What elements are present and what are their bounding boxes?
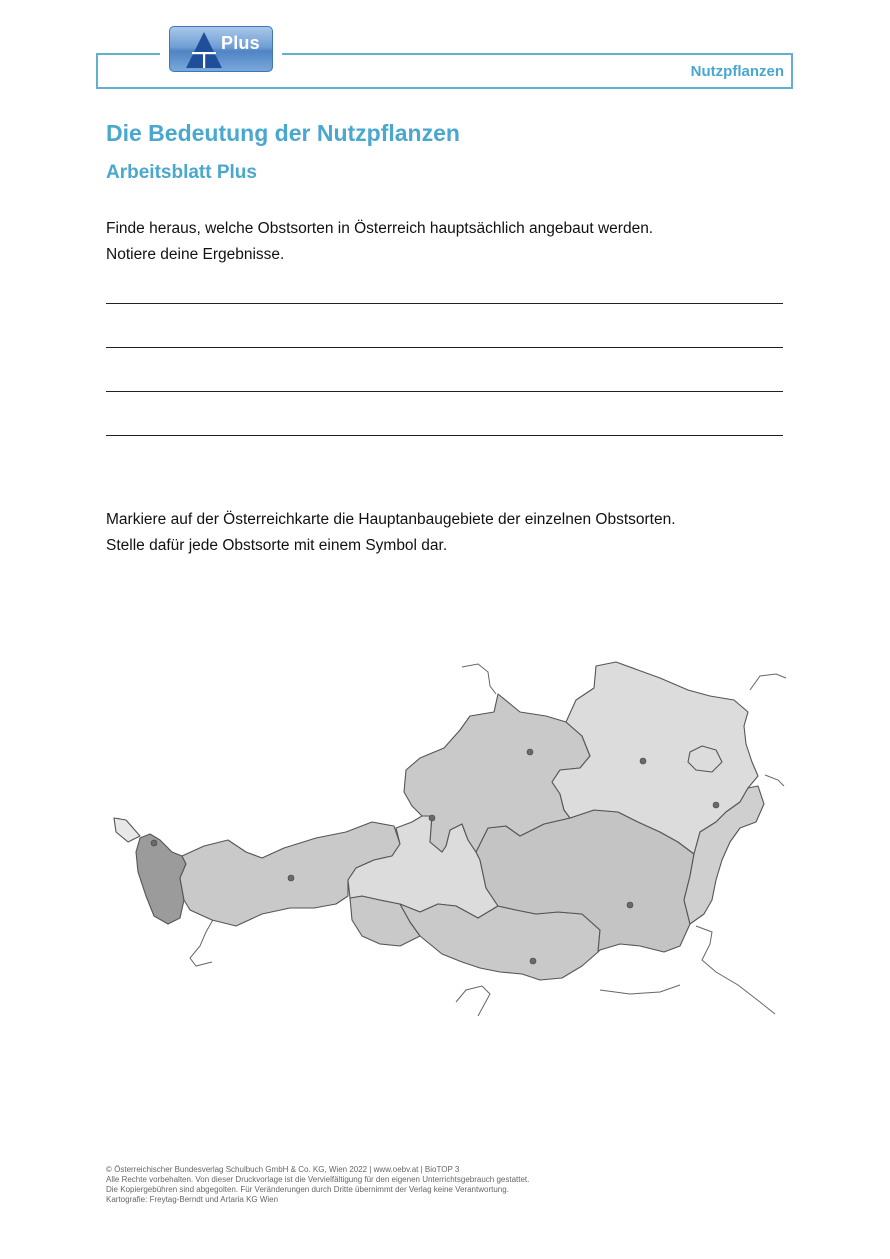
footer-fees: Die Kopiergebühren sind abgegolten. Für Veränderungen durch Dritte übernimmt der Verlag keine Verantwortung. xyxy=(106,1185,509,1194)
border-line xyxy=(765,775,784,786)
answer-line[interactable] xyxy=(106,391,783,392)
capital-st-poelten xyxy=(640,758,646,764)
triangle-logo-icon xyxy=(184,30,224,70)
task-1-line-1: Finde heraus, welche Obstsorten in Österreich hauptsächlich angebaut werden. xyxy=(106,220,654,237)
footer-copyright: © Österreichischer Bundesverlag Schulbuch GmbH & Co. KG, Wien 2022 | www.oebv.at | BioTOP 3 xyxy=(106,1165,460,1174)
task-1-line-2: Notiere deine Ergebnisse. xyxy=(106,246,285,263)
page-title: Die Bedeutung der Nutzpflanzen xyxy=(106,120,460,146)
plus-logo xyxy=(169,26,273,72)
state-vorarlberg[interactable] xyxy=(136,834,186,924)
bodensee-shape xyxy=(114,818,140,842)
border-line xyxy=(456,986,490,1016)
border-line xyxy=(462,664,496,694)
border-line xyxy=(696,926,775,1014)
task-2-line-2: Stelle dafür jede Obstsorte mit einem Symbol dar. xyxy=(106,537,448,554)
capital-linz xyxy=(527,749,533,755)
footer-rights: Alle Rechte vorbehalten. Von dieser Druckvorlage ist die Vervielfältigung für den eigenen Unterrichtsgebrauch gestattet. xyxy=(106,1175,530,1184)
capital-graz xyxy=(627,902,633,908)
task-2-instructions xyxy=(106,507,676,559)
state-kaernten[interactable] xyxy=(400,904,600,980)
task-1-instructions xyxy=(106,216,653,268)
capital-eisenstadt xyxy=(713,802,719,808)
border-line xyxy=(190,918,214,966)
answer-line[interactable] xyxy=(106,435,783,436)
capital-bregenz xyxy=(151,840,157,846)
border-line xyxy=(600,985,680,994)
border-line xyxy=(750,674,786,690)
footer xyxy=(106,1165,529,1205)
page-subtitle: Arbeitsblatt Plus xyxy=(106,162,257,183)
austria-map[interactable] xyxy=(100,650,790,1025)
topic-label: Nutzpflanzen xyxy=(690,63,784,80)
footer-cartography: Kartografie: Freytag-Berndt und Artaria KG Wien xyxy=(106,1195,279,1204)
answer-line[interactable] xyxy=(106,303,783,304)
capital-innsbruck xyxy=(288,875,294,881)
task-2-line-1: Markiere auf der Österreichkarte die Hauptanbaugebiete der einzelnen Obstsorten. xyxy=(106,511,676,528)
capital-salzburg xyxy=(429,815,435,821)
logo-text: Plus xyxy=(221,33,260,53)
capital-klagenfurt xyxy=(530,958,536,964)
answer-line[interactable] xyxy=(106,347,783,348)
